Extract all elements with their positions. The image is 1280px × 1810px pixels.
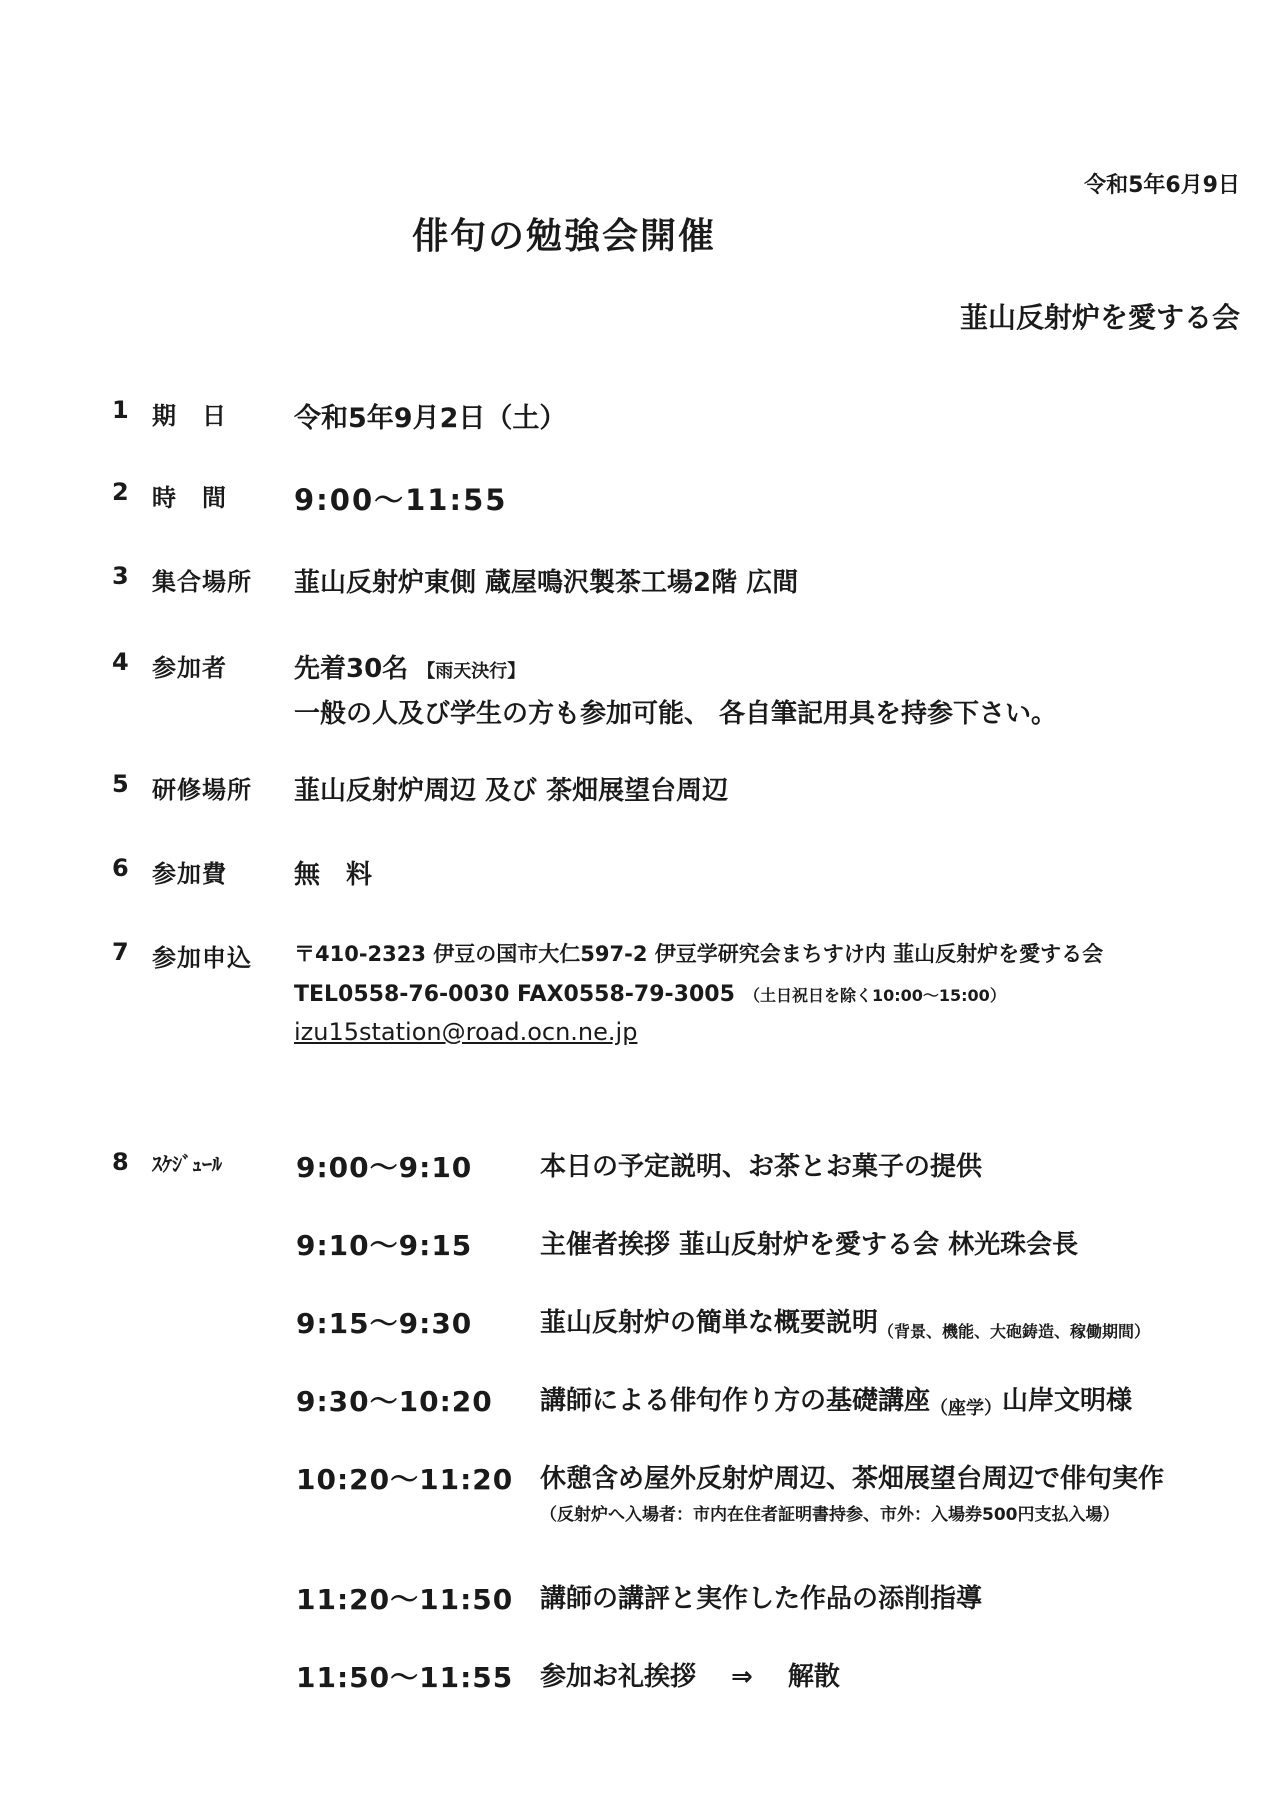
schedule-desc: 休憩含め屋外反射炉周辺、茶畑展望台周辺で俳句実作 bbox=[540, 1464, 1165, 1494]
schedule-time: 11:20〜11:50 bbox=[296, 1583, 514, 1616]
schedule-desc-note: （反射炉へ入場者：市内在住者証明書持参、市外：入場券500円支払入場） bbox=[540, 1505, 1120, 1525]
contact-email-link[interactable]: izu15station@road.ocn.ne.jp bbox=[294, 1018, 638, 1046]
schedule-row bbox=[296, 1578, 982, 1618]
contact-hours: （土日祝日を除く10:00〜15:00） bbox=[743, 986, 1006, 1005]
item-label: 研修場所 bbox=[152, 776, 252, 804]
item-number: 7 bbox=[112, 938, 129, 966]
item-value: 韮山反射炉周辺 及び 茶畑展望台周辺 bbox=[294, 776, 729, 806]
item-label: 参加申込 bbox=[152, 944, 252, 972]
schedule-row bbox=[296, 1302, 1150, 1342]
item-value-line2: 一般の人及び学生の方も参加可能、 各自筆記用具を持参下さい。 bbox=[294, 699, 1058, 729]
page-title: 俳句の勉強会開催 bbox=[412, 216, 717, 257]
schedule-time: 9:30〜10:20 bbox=[296, 1385, 493, 1418]
item-value: 韮山反射炉東側 蔵屋鳴沢製茶工場2階 広間 bbox=[294, 568, 799, 598]
item-value-note: 【雨天決行】 bbox=[417, 661, 526, 682]
item-label: 期 日 bbox=[152, 402, 227, 430]
item-label: 参加費 bbox=[152, 860, 227, 888]
schedule-desc: 主催者挨拶 韮山反射炉を愛する会 林光珠会長 bbox=[540, 1230, 1079, 1260]
item-application bbox=[112, 938, 1103, 1046]
schedule-time: 9:00〜9:10 bbox=[296, 1151, 473, 1184]
schedule-desc: 本日の予定説明、お茶とお菓子の提供 bbox=[540, 1152, 983, 1182]
item-value-block bbox=[294, 938, 1103, 1046]
schedule-desc: 講師の講評と実作した作品の添削指導 bbox=[540, 1584, 983, 1614]
schedule-row bbox=[296, 1656, 840, 1696]
item-number: 6 bbox=[112, 854, 129, 882]
schedule-desc-after: 山岸文明様 bbox=[1002, 1386, 1133, 1416]
item-date bbox=[112, 396, 566, 435]
item-schedule bbox=[112, 1148, 222, 1177]
schedule-row bbox=[296, 1224, 1078, 1264]
item-number: 5 bbox=[112, 770, 129, 798]
item-value: 先着30名 bbox=[294, 654, 409, 684]
item-value: 令和5年9月2日（土） bbox=[294, 403, 567, 434]
item-label: 参加者 bbox=[152, 654, 227, 682]
schedule-desc: 参加お礼挨拶 ⇒ 解散 bbox=[540, 1662, 840, 1692]
schedule-desc: 講師による俳句作り方の基礎講座 bbox=[540, 1386, 931, 1416]
schedule-desc-note: （背景、機能、大砲鋳造、稼働期間） bbox=[878, 1322, 1151, 1341]
contact-tel-fax: TEL0558-76-0030 FAX0558-79-3005 bbox=[294, 982, 735, 1007]
item-meeting-place bbox=[112, 562, 798, 599]
item-participants bbox=[112, 648, 1057, 730]
schedule-desc: 韮山反射炉の簡単な概要説明 bbox=[540, 1308, 879, 1338]
contact-phone-line bbox=[294, 978, 1103, 1008]
item-number: 2 bbox=[112, 478, 129, 506]
item-fee bbox=[112, 854, 372, 891]
item-number: 1 bbox=[112, 396, 129, 424]
item-number: 4 bbox=[112, 648, 129, 676]
item-training-place bbox=[112, 770, 728, 807]
item-time bbox=[112, 478, 507, 519]
schedule-row bbox=[296, 1380, 1132, 1420]
item-label: 集合場所 bbox=[152, 568, 252, 596]
contact-address: 〒410-2323 伊豆の国市大仁597-2 伊豆学研究会まちすけ内 韮山反射炉を愛する会 bbox=[294, 942, 1104, 966]
issue-date: 令和5年6月9日 bbox=[1084, 173, 1240, 198]
item-value-block bbox=[294, 648, 1057, 730]
schedule-row bbox=[296, 1146, 982, 1186]
item-number: 8 bbox=[112, 1148, 129, 1176]
schedule-row bbox=[296, 1458, 1164, 1498]
schedule-time: 11:50〜11:55 bbox=[296, 1661, 514, 1694]
schedule-time: 9:10〜9:15 bbox=[296, 1229, 473, 1262]
schedule-time: 9:15〜9:30 bbox=[296, 1307, 473, 1340]
item-label: ｽｹｼﾞｭｰﾙ bbox=[152, 1152, 222, 1176]
organizer-name: 韮山反射炉を愛する会 bbox=[959, 301, 1240, 334]
schedule-desc-note: （座学） bbox=[930, 1398, 1003, 1419]
item-number: 3 bbox=[112, 562, 129, 590]
item-value: 無 料 bbox=[294, 860, 373, 890]
item-value: 9:00〜11:55 bbox=[294, 483, 508, 517]
schedule-time: 10:20〜11:20 bbox=[296, 1463, 514, 1496]
item-label: 時 間 bbox=[152, 484, 227, 512]
